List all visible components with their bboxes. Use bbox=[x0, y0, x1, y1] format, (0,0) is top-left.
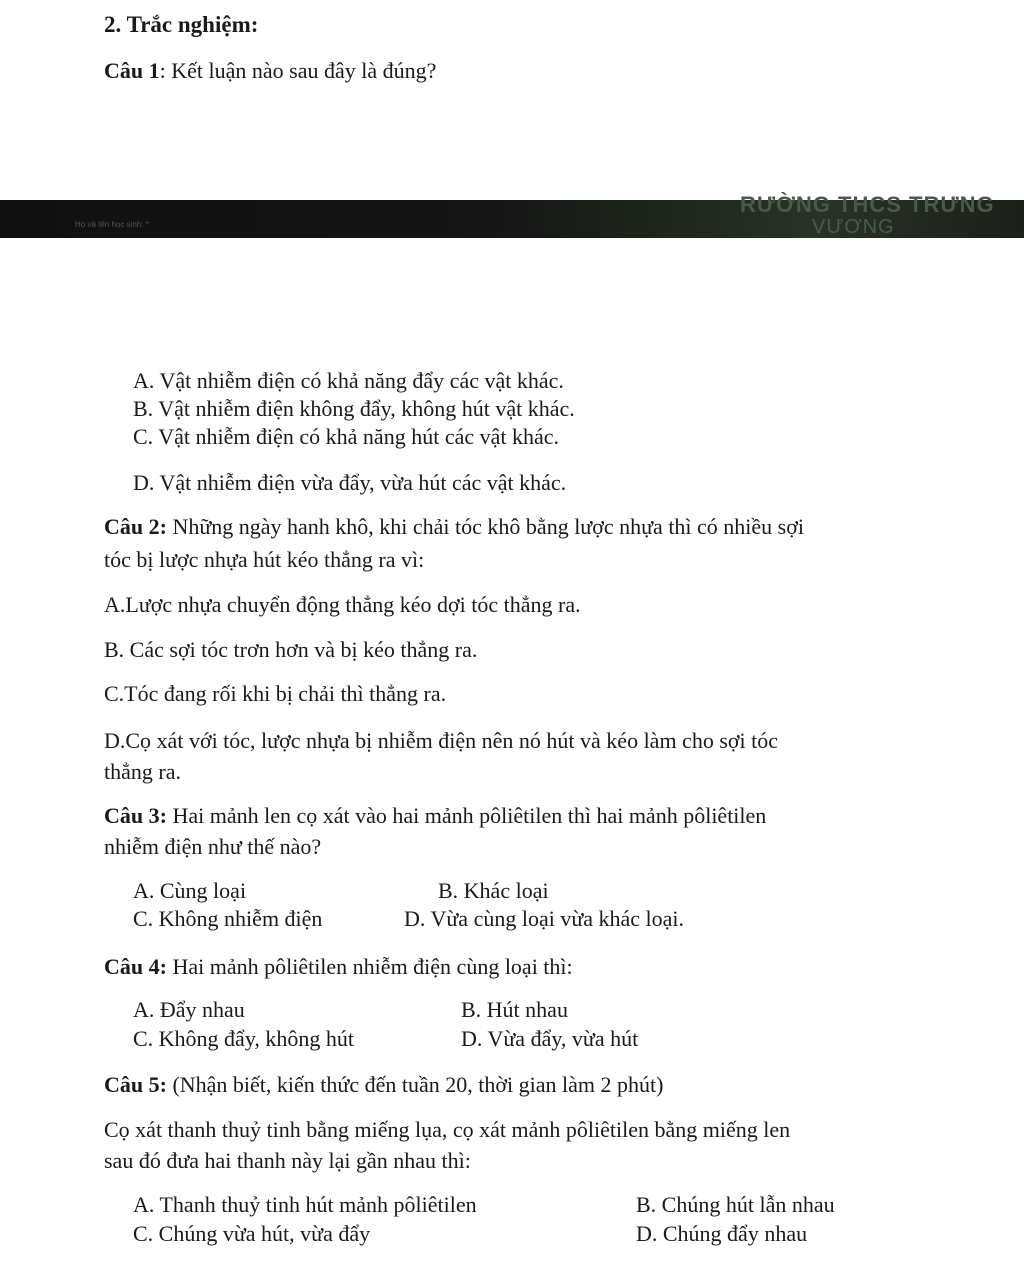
question-5-option-a: A. Thanh thuỷ tinh hút mảnh pôliêtilen bbox=[133, 1192, 477, 1217]
question-5-option-d: D. Chúng đẩy nhau bbox=[636, 1221, 808, 1246]
question-2-label: Câu 2: bbox=[104, 514, 167, 539]
question-2-option-b: B. Các sợi tóc trơn hơn và bị kéo thẳng ra. bbox=[104, 637, 478, 662]
question-3-label: Câu 3: bbox=[104, 803, 167, 828]
question-4-option-a: A. Đẩy nhau bbox=[133, 997, 245, 1022]
question-1-option-a: A. Vật nhiễm điện có khả năng đẩy các vật khác. bbox=[133, 368, 564, 393]
question-1-option-b: B. Vật nhiễm điện không đẩy, không hút vật khác. bbox=[133, 396, 575, 421]
question-2 bbox=[104, 514, 804, 540]
question-1 bbox=[104, 58, 436, 84]
question-2-option-d-cont: thẳng ra. bbox=[104, 759, 181, 784]
question-3-text-line2: nhiễm điện như thế nào? bbox=[104, 834, 322, 859]
banner-watermark-line2: VƯƠNG bbox=[812, 216, 895, 238]
question-5 bbox=[104, 1072, 663, 1098]
question-3-option-b: B. Khác loại bbox=[438, 878, 549, 903]
question-3-option-a: A. Cùng loại bbox=[133, 878, 247, 903]
question-5-text-line2: sau đó đưa hai thanh này lại gần nhau thì: bbox=[104, 1148, 471, 1173]
question-5-option-b: B. Chúng hút lẫn nhau bbox=[636, 1192, 835, 1217]
question-3-option-d: D. Vừa cùng loại vừa khác loại. bbox=[404, 906, 685, 931]
question-3-option-c: C. Không nhiễm điện bbox=[133, 906, 323, 931]
section-title: 2. Trắc nghiệm: bbox=[104, 12, 259, 37]
question-5-note: (Nhận biết, kiến thức đến tuần 20, thời gian làm 2 phút) bbox=[166, 1072, 664, 1097]
image-banner bbox=[0, 192, 1024, 238]
question-1-option-d: D. Vật nhiễm điện vừa đẩy, vừa hút các vật khác. bbox=[133, 470, 567, 495]
question-4-label: Câu 4: bbox=[104, 954, 167, 979]
question-2-option-c: C.Tóc đang rối khi bị chải thì thẳng ra. bbox=[104, 681, 447, 706]
question-1-label: Câu 1 bbox=[104, 58, 160, 83]
banner-small-text: Họ và tên học sinh: * bbox=[75, 220, 149, 229]
question-3-text-line1: Hai mảnh len cọ xát vào hai mảnh pôliêtilen thì hai mảnh pôliêtilen bbox=[166, 803, 767, 828]
question-4-option-b: B. Hút nhau bbox=[461, 997, 568, 1022]
question-4-text: Hai mảnh pôliêtilen nhiễm điện cùng loại thì: bbox=[166, 954, 573, 979]
question-2-text-line1: Những ngày hanh khô, khi chải tóc khô bằng lược nhựa thì có nhiều sợi bbox=[166, 514, 804, 539]
question-4-option-d: D. Vừa đẩy, vừa hút bbox=[461, 1026, 639, 1051]
question-4 bbox=[104, 954, 573, 980]
question-2-option-a: A.Lược nhựa chuyển động thẳng kéo dợi tóc thẳng ra. bbox=[104, 592, 581, 617]
question-3 bbox=[104, 803, 766, 829]
banner-watermark-line1: RƯỜNG THCS TRƯNG bbox=[740, 192, 995, 217]
question-2-text-line2: tóc bị lược nhựa hút kéo thẳng ra vì: bbox=[104, 547, 425, 572]
question-5-label: Câu 5: bbox=[104, 1072, 167, 1097]
question-4-option-c: C. Không đẩy, không hút bbox=[133, 1026, 355, 1051]
question-1-option-c: C. Vật nhiễm điện có khả năng hút các vật khác. bbox=[133, 424, 560, 449]
question-1-text: : Kết luận nào sau đây là đúng? bbox=[159, 58, 437, 83]
question-5-option-c: C. Chúng vừa hút, vừa đẩy bbox=[133, 1221, 371, 1246]
question-2-option-d: D.Cọ xát với tóc, lược nhựa bị nhiễm điện nên nó hút và kéo làm cho sợi tóc bbox=[104, 728, 779, 753]
question-5-text-line1: Cọ xát thanh thuỷ tinh bằng miếng lụa, cọ xát mảnh pôliêtilen bằng miếng len bbox=[104, 1117, 791, 1142]
